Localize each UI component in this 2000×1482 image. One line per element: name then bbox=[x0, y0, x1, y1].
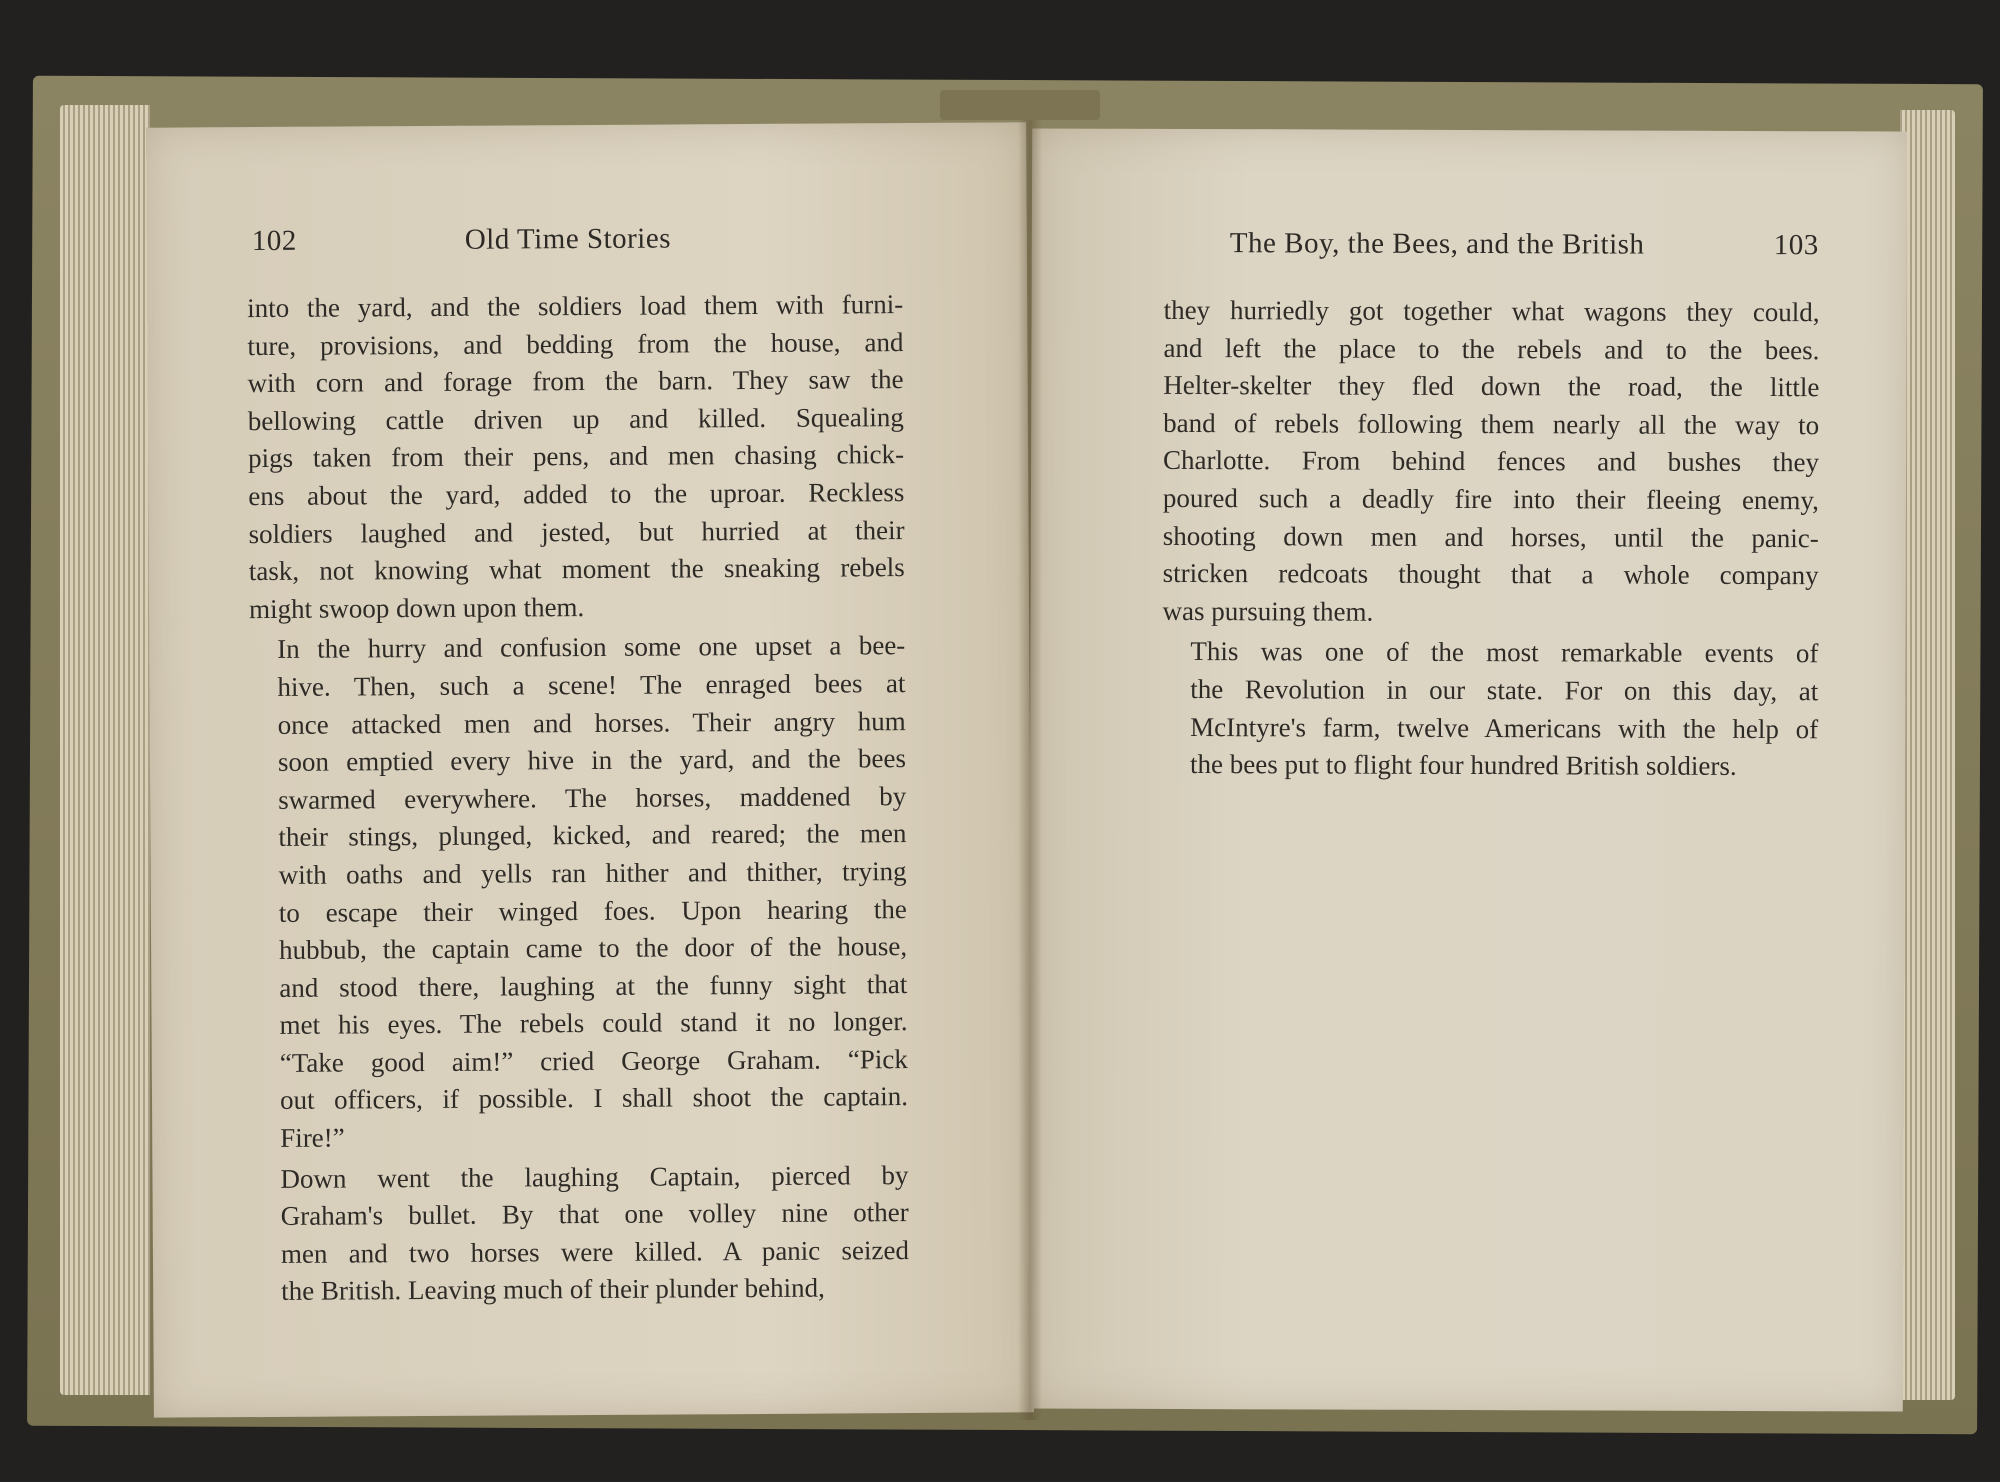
text-line: ens about the yard, added to the uproar. Reckless bbox=[248, 477, 905, 512]
text-line: Fire!” bbox=[280, 1122, 345, 1153]
text-line: once attacked men and horses. Their angry hum bbox=[277, 705, 906, 740]
text-line: ture, provisions, and bedding from the house, and bbox=[247, 326, 904, 361]
text-line: task, not knowing what moment the sneaking rebels bbox=[248, 552, 905, 587]
text-line: Graham's bullet. By that one volley nine other bbox=[280, 1197, 909, 1232]
page-edges-left bbox=[60, 105, 150, 1395]
text-line: hubbub, the captain came to the door of the house, bbox=[279, 931, 908, 965]
text-line: into the yard, and the soldiers load them with furni- bbox=[247, 289, 904, 324]
text-line: to escape their winged foes. Upon hearing the bbox=[278, 893, 907, 928]
paragraph bbox=[1162, 633, 1819, 786]
text-line: with corn and forage from the barn. They saw the bbox=[247, 364, 904, 399]
page-body bbox=[247, 286, 909, 1311]
book-gutter bbox=[1018, 120, 1042, 1420]
text-line: they hurriedly got together what wagons they could, bbox=[1163, 294, 1820, 328]
text-line: Helter-skelter they fled down the road, the little bbox=[1163, 370, 1820, 403]
text-line: might swoop down upon them. bbox=[248, 591, 585, 624]
text-line: men and two horses were killed. A panic seized bbox=[280, 1234, 910, 1269]
text-line: the British. Leaving much of their plunder behind, bbox=[281, 1273, 825, 1307]
text-line: swarmed everywhere. The horses, maddened by bbox=[278, 780, 907, 815]
text-line: bellowing cattle driven up and killed. Squealing bbox=[247, 401, 904, 436]
text-line: Down went the laughing Captain, pierced by bbox=[280, 1159, 909, 1194]
paragraph bbox=[247, 286, 905, 628]
text-line: Charlotte. From behind fences and bushes they bbox=[1163, 445, 1820, 478]
page-number: 102 bbox=[251, 224, 297, 258]
paragraph bbox=[249, 627, 908, 1157]
text-line: band of rebels following them nearly all the way to bbox=[1163, 407, 1820, 441]
text-line: McIntyre's farm, twelve Americans with the help of bbox=[1190, 711, 1819, 744]
right-page bbox=[1028, 128, 1907, 1411]
text-line: and left the place to the rebels and to the bees. bbox=[1163, 332, 1820, 365]
text-line: soon emptied every hive in the yard, and the bees bbox=[277, 743, 907, 778]
text-line: “Take good aim!” cried George Graham. “Pick bbox=[279, 1043, 908, 1078]
text-line: and stood there, laughing at the funny sight that bbox=[279, 968, 908, 1003]
text-line: In the hurry and confusion some one upset a bee- bbox=[277, 630, 906, 665]
text-line: the Revolution in our state. For on this day, at bbox=[1190, 673, 1819, 707]
text-line: soldiers laughed and jested, but hurried at their bbox=[248, 514, 905, 549]
page-number: 103 bbox=[1773, 229, 1819, 262]
text-line: their stings, plunged, kicked, and reared; the men bbox=[278, 818, 907, 853]
paragraph bbox=[1162, 292, 1819, 633]
paragraph bbox=[252, 1157, 909, 1311]
page-edges-right bbox=[1900, 110, 1955, 1400]
running-title: The Boy, the Bees, and the British bbox=[1229, 227, 1645, 261]
text-line: met his eyes. The rebels could stand it no longer. bbox=[279, 1006, 908, 1041]
text-line: pigs taken from their pens, and men chasing chick- bbox=[247, 439, 905, 474]
text-line: was pursuing them. bbox=[1162, 595, 1374, 627]
text-line: hive. Then, such a scene! The enraged bees at bbox=[277, 668, 906, 702]
text-line: stricken redcoats thought that a whole company bbox=[1162, 558, 1819, 591]
text-line: the bees put to flight four hundred British soldiers. bbox=[1189, 749, 1737, 782]
text-line: This was one of the most remarkable events of bbox=[1190, 636, 1819, 669]
text-line: poured such a deadly fire into their fleeing enemy, bbox=[1162, 482, 1819, 516]
text-line: with oaths and yells ran hither and thither, trying bbox=[278, 855, 907, 890]
left-page bbox=[146, 122, 1034, 1417]
book-spine bbox=[940, 90, 1100, 120]
text-line: shooting down men and horses, until the panic- bbox=[1162, 520, 1819, 553]
running-title: Old Time Stories bbox=[464, 222, 672, 256]
page-body bbox=[1162, 292, 1820, 786]
text-line: out officers, if possible. I shall shoot the captain. bbox=[279, 1081, 909, 1116]
